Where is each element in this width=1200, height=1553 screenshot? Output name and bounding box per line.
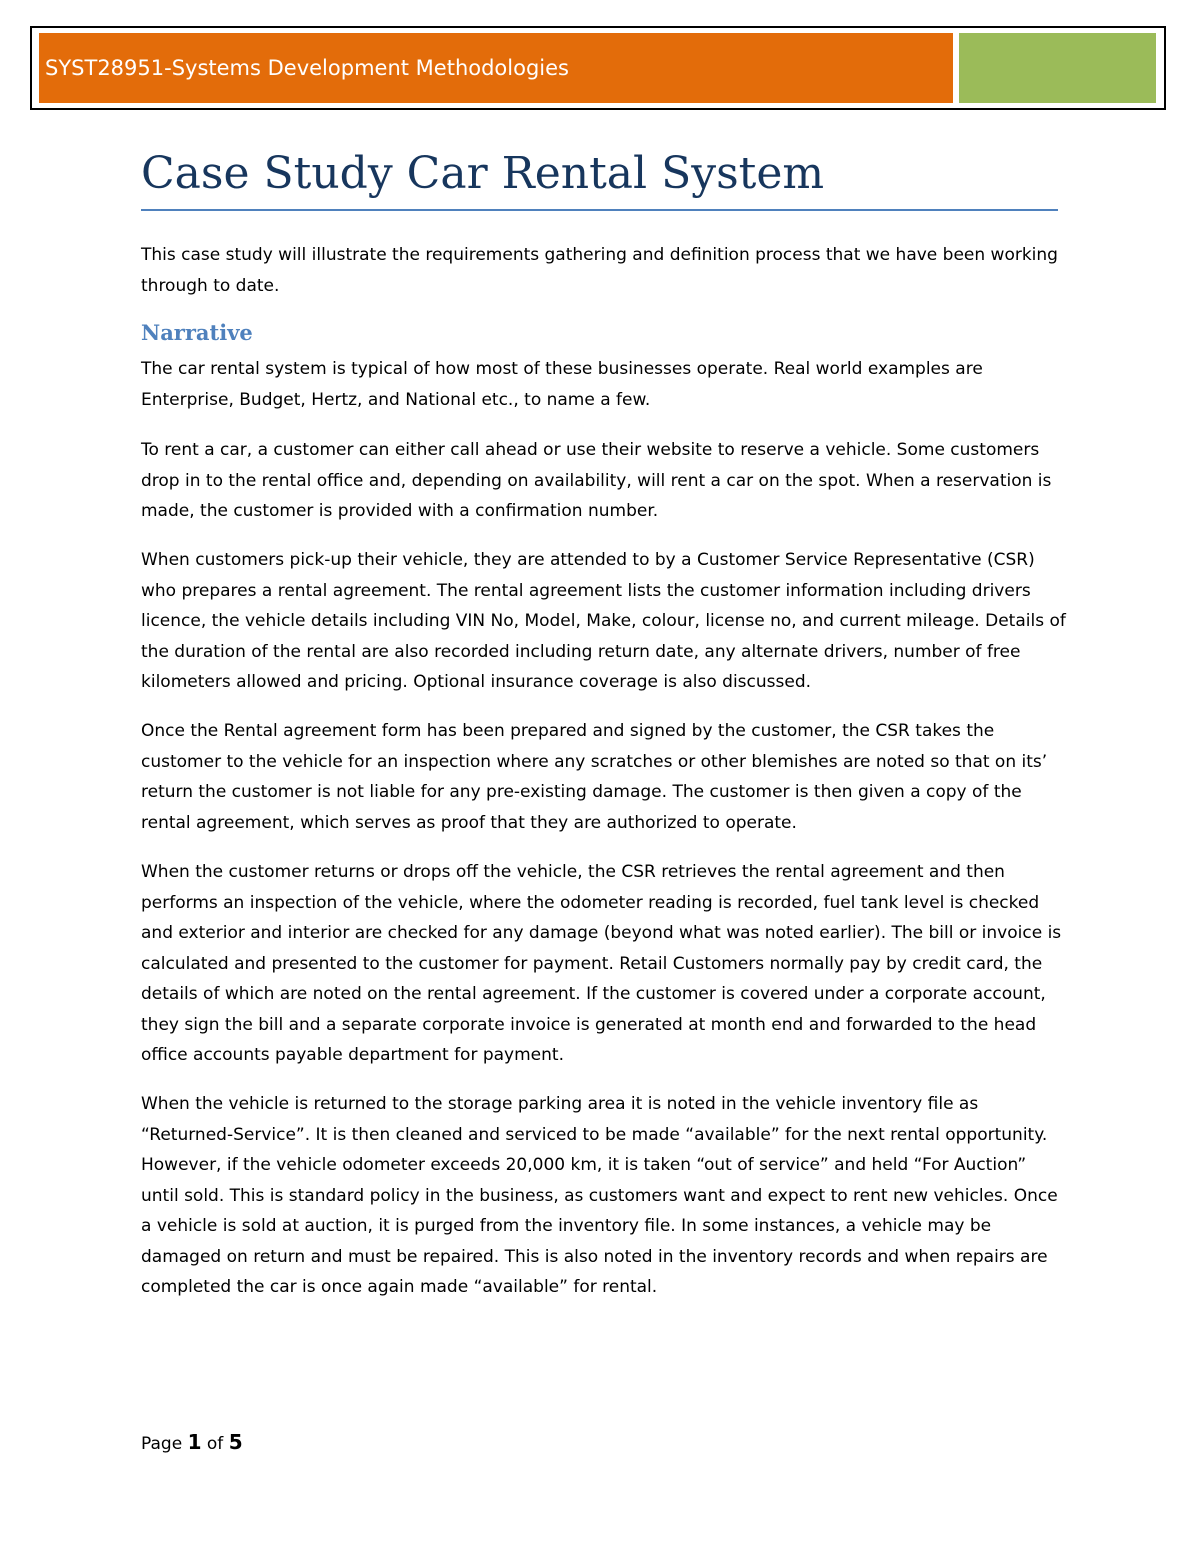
narrative-paragraph-4: Once the Rental agreement form has been prepared and signed by the customer, the CSR takes the customer to the vehicle for an inspection where any scratches or other blemishes are noted so that on its’ return the customer is not liable for any pre-existing damage. The customer is then given a copy of the rental agreement, which serves as proof that they are authorized to operate.: [141, 721, 1048, 833]
intro-paragraph: This case study will illustrate the requirements gathering and definition process that we have been working through to date.: [141, 245, 1058, 296]
course-title: SYST28951-Systems Development Methodologies: [45, 56, 569, 80]
header-green-block: [959, 33, 1156, 103]
section-heading-narrative: Narrative: [141, 320, 253, 345]
header-orange-block: [39, 33, 953, 103]
document-title: Case Study Car Rental System: [141, 148, 825, 199]
footer-page-word: Page: [141, 1434, 183, 1454]
footer-current-page: 1: [187, 1430, 202, 1454]
title-underline: [141, 209, 1058, 211]
narrative-paragraph-1: The car rental system is typical of how most of these businesses operate. Real world examples are Enterprise, Budget, Hertz, and National etc., to name a few.: [141, 359, 983, 410]
narrative-paragraph-2: To rent a car, a customer can either call ahead or use their website to reserve a vehicle. Some customers drop in to the rental office and, depending on availability, will rent a car on the spot. When a reservation is made, the customer is provided with a confirmation number.: [141, 440, 1052, 521]
footer-of-word: of: [206, 1434, 224, 1454]
narrative-paragraph-3: When customers pick-up their vehicle, they are attended to by a Customer Service Representative (CSR) who prepares a rental agreement. The rental agreement lists the customer information including drivers licence, the vehicle details including VIN No, Model, Make, colour, license no, and current mileage. Details of the duration of the rental are also recorded including return date, any alternate drivers, number of free kilometers allowed and pricing. Optional insurance coverage is also discussed.: [141, 550, 1066, 692]
narrative-paragraph-5: When the customer returns or drops off the vehicle, the CSR retrieves the rental agreement and then performs an inspection of the vehicle, where the odometer reading is recorded, fuel tank level is checked and exterior and interior are checked for any damage (beyond what was noted earlier). The bill or invoice is calculated and presented to the customer for payment. Retail Customers normally pay by credit card, the details of which are noted on the rental agreement. If the customer is covered under a corporate account, they sign the bill and a separate corporate invoice is generated at month end and forwarded to the head office accounts payable department for payment.: [141, 862, 1062, 1065]
page-footer: [141, 1430, 243, 1454]
footer-total-pages: 5: [228, 1430, 243, 1454]
header-banner: [30, 26, 1166, 110]
narrative-paragraph-6: When the vehicle is returned to the storage parking area it is noted in the vehicle inventory file as “Returned-Service”. It is then cleaned and serviced to be made “available” for the next rental opportunity. However, if the vehicle odometer exceeds 20,000 km, it is taken “out of service” and held “For Auction” until sold. This is standard policy in the business, as customers want and expect to rent new vehicles. Once a vehicle is sold at auction, it is purged from the inventory file. In some instances, a vehicle may be damaged on return and must be repaired. This is also noted in the inventory records and when repairs are completed the car is once again made “available” for rental.: [141, 1094, 1058, 1297]
